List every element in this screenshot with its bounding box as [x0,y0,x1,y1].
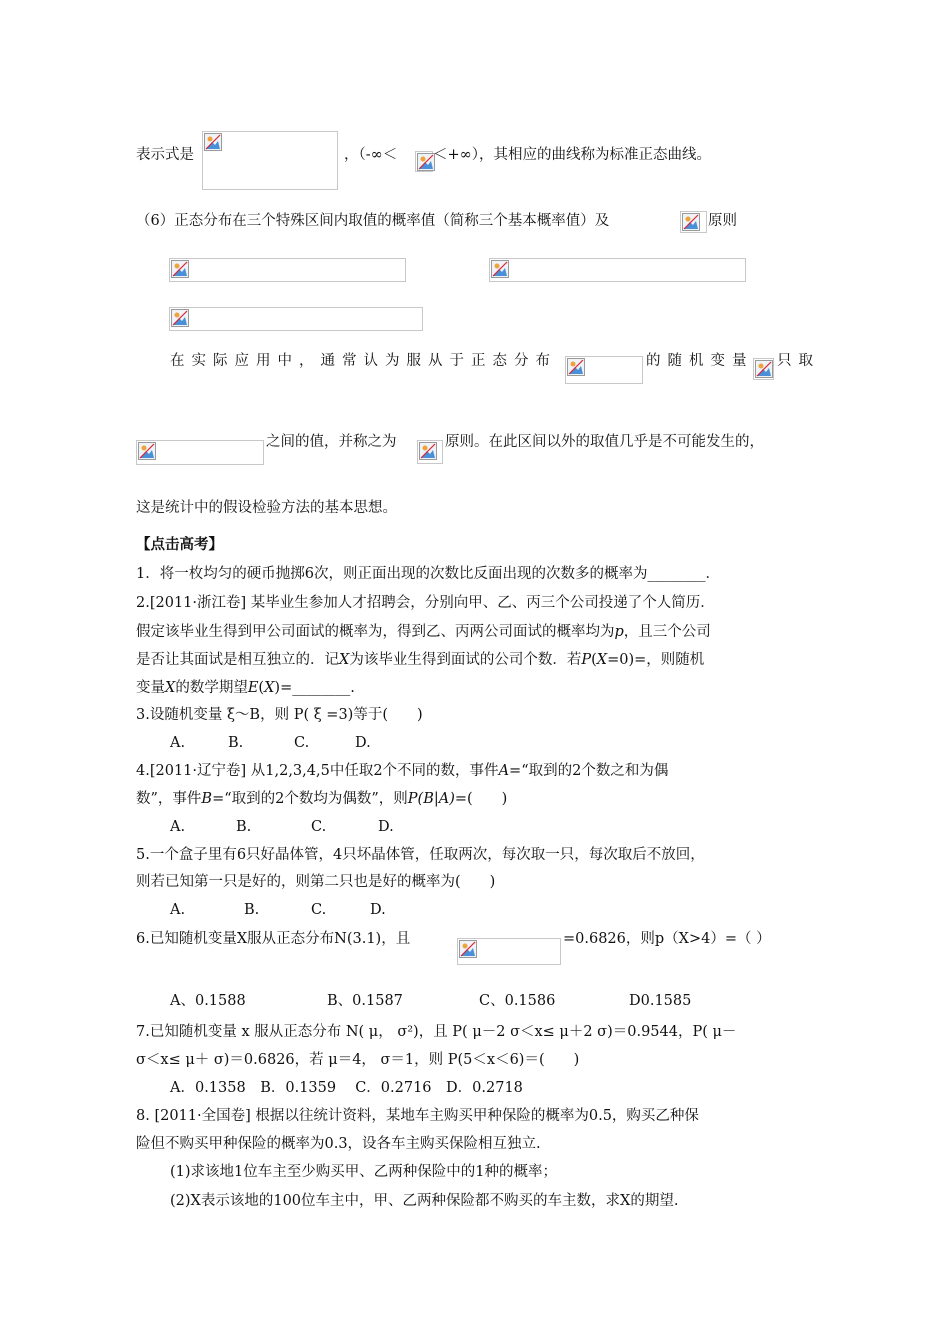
q3-option-b: B. [228,735,244,751]
formula-image-normal [565,356,643,384]
q3-option-d: D. [355,735,371,751]
q5-option-b: B. [244,902,260,918]
question-7-line-2: σ＜x≤ μ＋ σ)＝0.6826，若 μ＝4， σ＝1，则 P(5＜x＜6)＝( ) [136,1052,580,1068]
section-title: 【点击高考】 [136,536,223,553]
q7-options: A．0.1358 B．0.1359 C．0.2716 D．0.2718 [170,1080,523,1096]
question-4-line-2: 数”，事件B=“取到的2个数均为偶数”，则P(B|A)=( ) [136,791,508,807]
broken-image-icon [491,260,509,278]
question-4-line-1: 4.[2011·辽宁卷] 从1,2,3,4,5中任取2个不同的数，事件A=“取到的2个数之和为偶 [136,763,669,779]
formula-image-interval [136,440,264,465]
broken-image-icon [567,358,585,376]
intro-line-2a: （6）正态分布在三个特殊区间内取值的概率值（简称三个基本概率值）及 [136,213,610,229]
question-2-line-1: 2.[2011·浙江卷] 某毕业生参加人才招聘会，分别向甲、乙、丙三个公司投递了个人简历． [136,595,715,611]
q6-option-c: C、0.1586 [479,993,556,1009]
question-5-line-1: 5.一个盒子里有6只好晶体管，4只坏晶体管，任取两次，每次取一只，每次取后不放回， [136,847,705,863]
intro-line-3a: 在实际应用中，通常认为服从于正态分布 [170,353,557,369]
formula-image-1 [202,131,338,190]
broken-image-icon [459,940,477,958]
broken-image-icon [171,309,189,327]
intro-line-2b: 原则 [708,213,737,229]
intro-line-4a: 之间的值，并称之为 [266,434,397,450]
q5-option-d: D. [370,902,386,918]
broken-image-icon [682,213,700,231]
q3-option-c: C. [294,735,310,751]
intro-line-1b: ，（-∞＜ [344,147,398,163]
q6-option-d: D0.1585 [629,993,692,1009]
q5-option-a: A. [170,902,186,918]
intro-line-1c: ＜+∞），其相应的曲线称为标准正态曲线。 [433,147,711,163]
formula-image-var [753,358,774,380]
question-6-b: =0.6826，则p（X>4）=（ ） [563,931,771,947]
probability-image-3 [169,307,423,331]
question-8-line-1: 8. [2011·全国卷] 根据以往统计资料，某地车主购买甲种保险的概率为0.5，购买乙种保 [136,1108,699,1124]
broken-image-icon [204,133,222,151]
question-8-line-2: 险但不购买甲种保险的概率为0.3，设各车主购买保险相互独立. [136,1136,541,1152]
q4-option-d: D. [378,819,394,835]
intro-line-5: 这是统计中的假设检验方法的基本思想。 [136,500,397,516]
q4-option-a: A. [170,819,186,835]
formula-image-q6 [457,938,561,965]
intro-line-3c: 只取 [777,353,820,369]
q6-option-a: A、0.1588 [170,993,246,1009]
q6-option-b: B、0.1587 [327,993,403,1009]
question-1: 1．将一枚均匀的硬币抛掷6次，则正面出现的次数比反面出现的次数多的概率为________． [136,566,720,582]
probability-image-1 [169,258,406,282]
formula-image-3sigma-2 [417,440,443,464]
formula-image-3sigma [680,211,707,233]
q5-option-c: C. [311,902,327,918]
broken-image-icon [419,442,437,460]
question-2-line-4: 变量X的数学期望E(X)=________. [136,680,355,696]
broken-image-icon [138,442,156,460]
q4-option-c: C. [311,819,327,835]
question-2-line-3: 是否让其面试是相互独立的．记X为该毕业生得到面试的公司个数．若P(X=0)=，则随机 [136,652,705,668]
question-8-line-3: (1)求该地1位车主至少购买甲、乙两种保险中的1种的概率； [170,1164,557,1180]
question-7-line-1: 7.已知随机变量 x 服从正态分布 N( μ， σ²)，且 P( μ－2 σ＜x≤ μ＋2 σ)＝0.9544，P( μ－ [136,1024,737,1040]
q3-option-a: A. [170,735,186,751]
q4-option-b: B. [236,819,252,835]
question-2-line-2: 假定该毕业生得到甲公司面试的概率为，得到乙、丙两公司面试的概率均为p，且三个公司 [136,624,711,640]
question-6-a: 6.已知随机变量X服从正态分布N(3.1)，且 [136,931,411,947]
question-3: 3.设随机变量 ξ～B，则 P( ξ =3)等于( ) [136,707,423,723]
formula-image-x [415,151,433,172]
question-5-line-2: 则若已知第一只是好的，则第二只也是好的概率为( ) [136,874,496,890]
broken-image-icon [755,360,773,378]
intro-line-3b: 的随机变量 [646,353,754,369]
intro-line-1a: 表示式是 [136,147,194,163]
broken-image-icon [171,260,189,278]
intro-line-4b: 原则。在此区间以外的取值几乎是不可能发生的， [445,434,764,450]
probability-image-2 [489,258,746,282]
question-8-line-4: (2)X表示该地的100位车主中，甲、乙两种保险都不购买的车主数，求X的期望. [170,1193,679,1209]
